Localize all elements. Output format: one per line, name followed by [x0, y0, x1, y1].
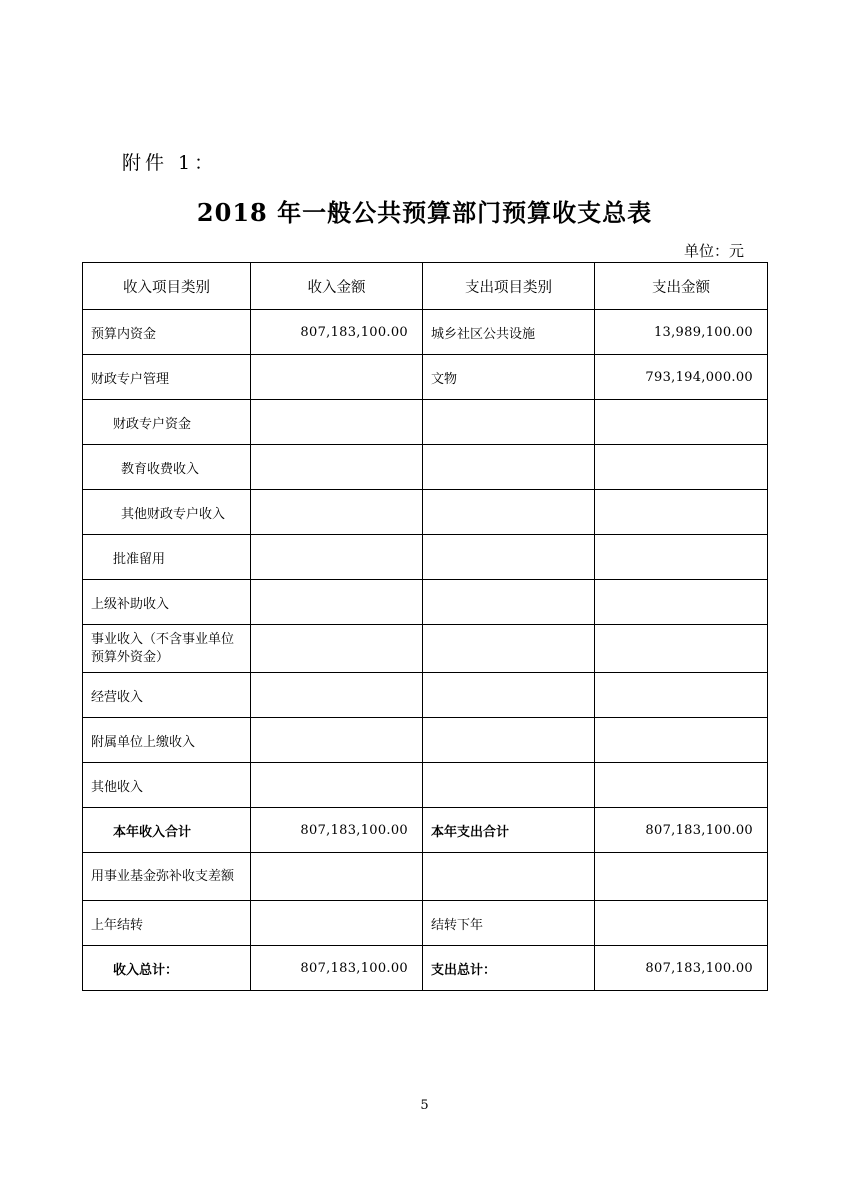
budget-summary-table [82, 262, 768, 991]
table-row [83, 355, 768, 400]
table-row [83, 490, 768, 535]
expense-category-label: 本年支出合计 [431, 824, 510, 840]
expense-category-cell [423, 718, 595, 763]
income-amount-cell [251, 535, 423, 580]
income-amount-cell [251, 808, 423, 853]
expense-category-cell [423, 946, 595, 991]
expense-category-label: 支出总计： [431, 962, 497, 978]
expense-category-cell [423, 355, 595, 400]
income-category-cell [83, 490, 251, 535]
expense-category-cell [423, 853, 595, 901]
page-number: 5 [420, 1098, 429, 1113]
expense-category-label: 结转下年 [431, 917, 484, 933]
income-amount-cell [251, 445, 423, 490]
table-row [83, 625, 768, 673]
income-category-label: 经营收入 [91, 689, 144, 705]
expense-category-cell [423, 535, 595, 580]
expense-amount-cell [595, 901, 768, 946]
expense-amount-cell [595, 490, 768, 535]
income-amount-cell [251, 901, 423, 946]
income-category-cell [83, 355, 251, 400]
income-category-cell [83, 946, 251, 991]
expense-category-cell [423, 580, 595, 625]
income-category-cell [83, 400, 251, 445]
income-amount-cell [251, 490, 423, 535]
expense-amount-cell [595, 535, 768, 580]
table-row [83, 673, 768, 718]
page-title: 2018 年一般公共预算部门预算收支总表 [196, 198, 653, 227]
income-category-cell [83, 673, 251, 718]
table-row [83, 580, 768, 625]
expense-amount-cell [595, 625, 768, 673]
expense-amount-cell [595, 673, 768, 718]
expense-amount-cell [595, 946, 768, 991]
expense-category-cell [423, 763, 595, 808]
table-row-subtotal [83, 808, 768, 853]
expense-amount-cell [595, 445, 768, 490]
income-amount-value: 807,183,100.00 [300, 822, 408, 838]
attachment-label: 附件 1： [122, 152, 218, 174]
expense-amount-cell [595, 580, 768, 625]
income-category-cell [83, 625, 251, 673]
expense-category-label: 文物 [431, 371, 458, 387]
income-category-label: 预算内资金 [91, 326, 157, 342]
income-category-cell [83, 901, 251, 946]
income-category-cell [83, 718, 251, 763]
column-header-income-amount: 收入金额 [251, 263, 423, 310]
expense-amount-value: 807,183,100.00 [645, 960, 753, 976]
income-category-label: 财政专户资金 [113, 416, 192, 432]
income-amount-cell [251, 580, 423, 625]
table-row [83, 901, 768, 946]
income-category-label: 其他财政专户收入 [121, 506, 226, 522]
income-category-label: 上级补助收入 [91, 596, 170, 612]
expense-amount-value: 793,194,000.00 [645, 369, 753, 385]
income-category-label: 教育收费收入 [121, 461, 200, 477]
table-body [83, 310, 768, 991]
table-row [83, 445, 768, 490]
table-row-total [83, 946, 768, 991]
income-category-label: 收入总计： [113, 962, 179, 978]
income-amount-cell [251, 355, 423, 400]
income-category-label: 本年收入合计 [113, 824, 192, 840]
expense-amount-cell [595, 400, 768, 445]
expense-amount-cell [595, 310, 768, 355]
expense-category-cell [423, 673, 595, 718]
income-amount-cell [251, 625, 423, 673]
income-amount-value: 807,183,100.00 [300, 960, 408, 976]
income-category-label: 批准留用 [113, 551, 166, 567]
expense-category-cell [423, 808, 595, 853]
income-category-label: 附属单位上缴收入 [91, 734, 196, 750]
table-row [83, 535, 768, 580]
table-row [83, 718, 768, 763]
income-category-label: 其他收入 [91, 779, 144, 795]
expense-amount-cell [595, 808, 768, 853]
expense-category-cell [423, 310, 595, 355]
expense-amount-cell [595, 853, 768, 901]
income-category-cell [83, 580, 251, 625]
expense-category-cell [423, 625, 595, 673]
table-row [83, 400, 768, 445]
income-category-label: 财政专户管理 [91, 371, 170, 387]
income-category-cell [83, 445, 251, 490]
expense-category-label: 城乡社区公共设施 [431, 326, 536, 342]
table-header-row [83, 263, 768, 310]
income-amount-cell [251, 718, 423, 763]
table-header [83, 263, 768, 310]
expense-category-cell [423, 400, 595, 445]
expense-category-cell [423, 490, 595, 535]
unit-note: 单位：元 [683, 242, 744, 260]
income-amount-cell [251, 673, 423, 718]
column-header-expense-amount: 支出金额 [595, 263, 768, 310]
table-row [83, 310, 768, 355]
expense-amount-cell [595, 763, 768, 808]
income-amount-cell [251, 763, 423, 808]
income-category-cell [83, 808, 251, 853]
column-header-income-category: 收入项目类别 [83, 263, 251, 310]
table-row [83, 853, 768, 901]
expense-amount-value: 807,183,100.00 [645, 822, 753, 838]
income-amount-cell [251, 310, 423, 355]
income-amount-value: 807,183,100.00 [300, 324, 408, 340]
expense-amount-cell [595, 718, 768, 763]
income-amount-cell [251, 400, 423, 445]
expense-category-cell [423, 445, 595, 490]
income-category-cell [83, 310, 251, 355]
income-category-cell [83, 763, 251, 808]
expense-category-cell [423, 901, 595, 946]
income-amount-cell [251, 853, 423, 901]
income-amount-cell [251, 946, 423, 991]
expense-amount-cell [595, 355, 768, 400]
income-category-label: 用事业基金弥补收支差额 [91, 868, 235, 884]
expense-amount-value: 13,989,100.00 [653, 324, 753, 340]
income-category-label: 事业收入（不含事业单位预算外资金） [91, 631, 235, 665]
table-row [83, 763, 768, 808]
income-category-cell [83, 535, 251, 580]
income-category-label: 上年结转 [91, 917, 144, 933]
column-header-expense-category: 支出项目类别 [423, 263, 595, 310]
income-category-cell [83, 853, 251, 901]
